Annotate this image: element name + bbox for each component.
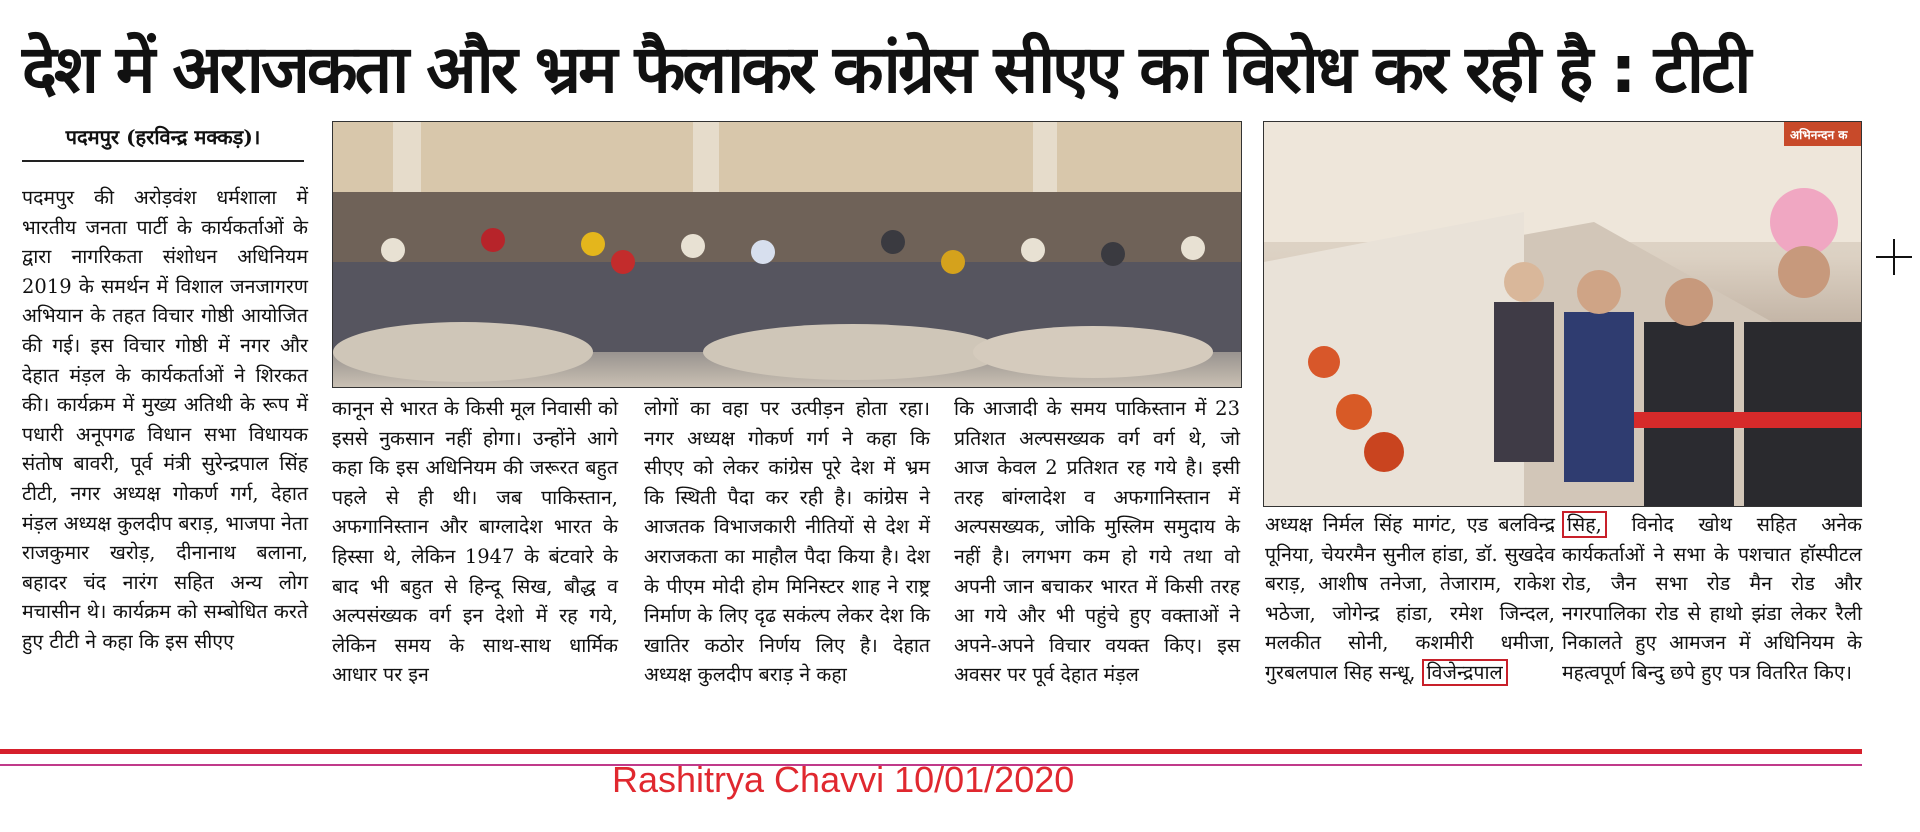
audience-photo: [332, 121, 1242, 388]
column-1-text: पदमपुर की अरोड़वंश धर्मशाला में भारतीय जनता पार्टी के कार्यकर्ताओं के द्वारा नागरिकता संशोधन अधिनियम 2019 के समर्थन में विशाल जनजागरण अभियान के तहत विचार गोष्ठी आयोजित की गई। इस विचार गोष्ठी में नगर और देहात मंड़ल के कार्यकर्ताओं ने शिरकत की। कार्यक्रम में मुख्य अतिथी के रूप में पधारी अनूपगढ विधान सभा विधायक संतोष बावरी, पूर्व मंत्री सुरेन्द्रपाल सिंह टीटी, नगर अध्यक्ष गोकर्ण गर्ग, देहात मंड़ल अध्यक्ष कुलदीप बराड़, भाजपा नेता राजकुमार खरोड़, दीनानाथ बलाना, बहादर चंद नारंग सहित अन्य लोग मचासीन थे। कार्यक्रम को सम्बोधित करते हुए टीटी ने कहा कि इस सीएए: [22, 186, 308, 653]
article-column-1: [22, 183, 308, 657]
photo-banner-text: अभिनन्दन क: [1790, 128, 1848, 142]
headline: देश में अराजकता और भ्रम फैलाकर कांग्रेस सीएए का विरोध कर रही है : टीटी: [22, 31, 1749, 108]
article-column-2: [332, 394, 618, 690]
column-6-text: विनोद खोथ सहित अनेक कार्यकर्ताओं ने सभा के पशचात हॉस्पीटल रोड, जैन सभा रोड मैन रोड और नगरपालिका रोड से हाथो झंडा लेकर रैली निकालते हुए आमजन में अधिनियम के महत्वपूर्ण बिन्दु छपे हुए पत्र वितरित किए।: [1562, 513, 1863, 684]
dais-photo: [1263, 121, 1862, 507]
audience-photo-image: [333, 122, 1241, 387]
footer-rule-red: [0, 749, 1862, 754]
column-5-text: अध्यक्ष निर्मल सिंह मागंट, एड बलविन्द्र पूनिया, चेयरमैन सुनील हांडा, डॉ. सुखदेव बराड़, आशीष तनेजा, तेजाराम, राकेश भठेजा, जोगेन्द्र हांडा, रमेश जिन्दल, मलकीत सोनी, कशमीरी धमीजा, गुरबलपाल सिह सन्धू,: [1265, 513, 1555, 684]
newspaper-credit: Rashitrya Chavvi 10/01/2020: [612, 759, 1075, 800]
article-column-6: [1562, 510, 1862, 688]
dateline-divider: [22, 160, 304, 162]
highlighted-name-1: विजेन्द्रपाल: [1422, 659, 1508, 686]
highlighted-name-2: सिह,: [1562, 511, 1607, 538]
dateline: पदमपुर (हरविन्द्र मक्कड़)।: [65, 125, 261, 149]
article-column-3: [644, 394, 930, 690]
dais-photo-image: [1264, 122, 1861, 506]
column-4-text: कि आजादी के समय पाकिस्तान में 23 प्रतिशत अल्पसख्यक वर्ग वर्ग थे, जो आज केवल 2 प्रतिशत रह गये है। इसी तरह बांग्लादेश व अफगानिस्तान में अल्पसख्यक, जोकि मुस्लिम समुदाय के नहीं है। लगभग कम हो गये तथा वो अपनी जान बचाकर भारत में किसी तरह आ गये और भी पहुंचे हुए वक्ताओं ने अपने-अपने विचार वयक्त किए। इस अवसर पर पूर्व देहात मंड़ल: [954, 397, 1240, 687]
column-5-paragraph: [1265, 510, 1555, 688]
article-column-4: [954, 394, 1240, 690]
column-6-paragraph: [1562, 510, 1862, 688]
article-column-5: [1265, 510, 1555, 688]
column-3-text: लोगों का वहा पर उत्पीड़न होता रहा। नगर अध्यक्ष गोकर्ण गर्ग ने कहा कि सीएए को लेकर कांग्रेस पूरे देश में भ्रम कि स्थिती पैदा कर रही है। कांग्रेस ने आजतक विभाजकारी नीतियों से देश में अराजकता का माहौल पैदा किया है। देश के पीएम मोदी होम मिनिस्टर शाह ने राष्ट्र निर्माण के लिए दृढ सकंल्प लेकर देश कि खातिर कठोर निर्णय लिए है। देहात अध्यक्ष कुलदीप बराड़ ने कहा: [644, 397, 930, 687]
column-2-text: कानून से भारत के किसी मूल निवासी को इससे नुकसान नहीं होगा। उन्होंने आगे कहा कि इस अधिनियम की जरूरत बहुत पहले से ही थी। जब पाकिस्तान, अफगानिस्तान और बाग्लादेश भारत के हिस्सा थे, लेकिन 1947 के बंटवारे के बाद भी बहुत से हिन्दू सिख, बौद्ध व अल्पसंख्यक वर्ग इन देशो में रह गये, लेकिन समय के साथ-साथ धार्मिक आधार पर इन: [332, 397, 618, 687]
plus-icon: [1876, 239, 1912, 275]
